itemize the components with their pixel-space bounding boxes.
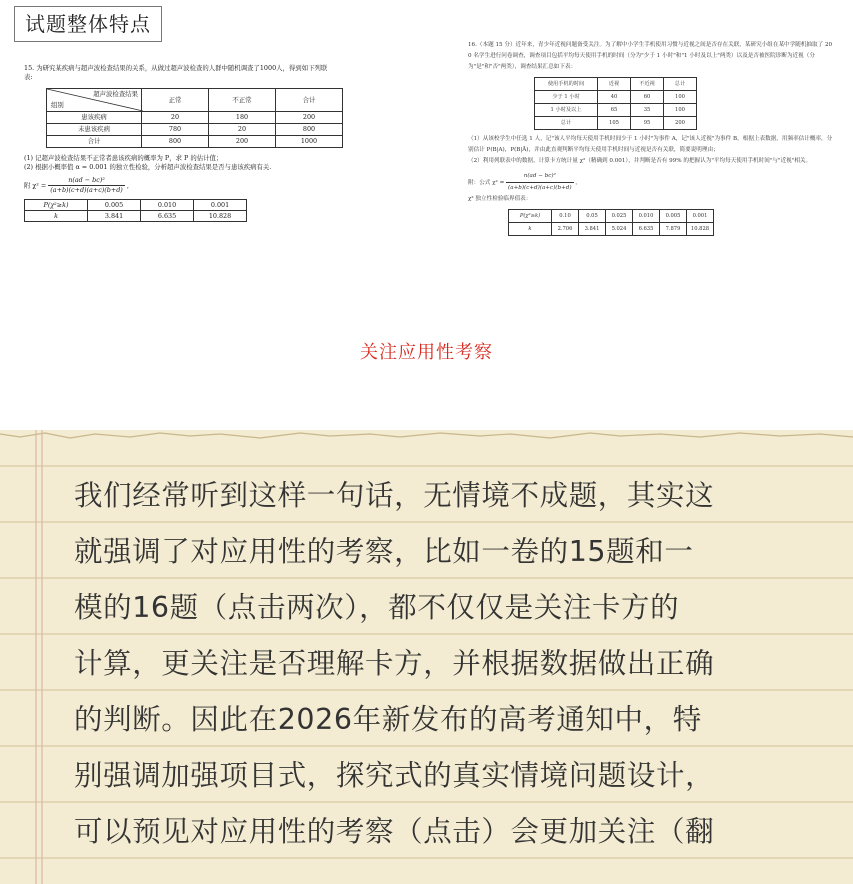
- p15-diag-bottom: 组别: [51, 101, 64, 109]
- p15-cell: 未患该疾病: [47, 124, 142, 136]
- note-text: [74, 468, 834, 860]
- formula-suffix: ,: [126, 181, 129, 190]
- p15-cell: 1000: [276, 136, 343, 148]
- p15-header-cell: 不正常: [209, 89, 276, 112]
- note-paper: [0, 430, 853, 884]
- table-row: [535, 91, 697, 104]
- p16-cell: 总计: [535, 117, 598, 130]
- p16-cell: 1 小时及以上: [535, 104, 598, 117]
- problem-16: [468, 40, 833, 236]
- note-line: 别强调加强项目式，探究式的真实情境问题设计，: [74, 759, 715, 792]
- p15-cell: 800: [276, 124, 343, 136]
- formula-denominator: (a+b)(c+d)(a+c)(b+d): [50, 186, 123, 194]
- crit-cell: 10.828: [194, 211, 247, 222]
- formula-numerator: n(ad − bc)²: [48, 176, 125, 186]
- crit-cell: P(χ²≥k): [25, 200, 88, 211]
- crit-cell: k: [509, 223, 552, 236]
- table-row: [509, 210, 714, 223]
- note-line: 模的16题（点击两次），都不仅仅是关注卡方的: [74, 591, 680, 624]
- p16-cell: 100: [664, 91, 697, 104]
- p16-cell: 35: [631, 104, 664, 117]
- note-line: 计算，更关注是否理解卡方，并根据数据做出正确: [74, 647, 715, 680]
- crit-cell: 0.005: [88, 200, 141, 211]
- crit-cell: P(χ²≥k): [509, 210, 552, 223]
- note-line: 可以预见对应用性的考察（点击）会更加关注（翻: [74, 815, 715, 848]
- table-row: [47, 124, 343, 136]
- p16-header-cell: 总计: [664, 78, 697, 91]
- crit-cell: 0.025: [606, 210, 633, 223]
- p16-formula: [468, 171, 833, 194]
- formula-suffix: ，: [575, 180, 581, 186]
- p16-cell: 200: [664, 117, 697, 130]
- slide-image: [0, 0, 853, 430]
- crit-cell: 0.001: [194, 200, 247, 211]
- crit-cell: 0.005: [660, 210, 687, 223]
- p16-cell: 105: [598, 117, 631, 130]
- p15-formula: [24, 176, 424, 195]
- p15-diag-top: 超声波检查结果: [93, 90, 138, 98]
- p15-cell: 200: [276, 112, 343, 124]
- crit-cell: 3.841: [579, 223, 606, 236]
- p15-cell: 200: [209, 136, 276, 148]
- p16-cell: 60: [631, 91, 664, 104]
- p16-header-cell: 使用手机的时间: [535, 78, 598, 91]
- table-row: [25, 211, 247, 222]
- p15-stem: 15. 为研究某疾病与超声波检查结果的关系，从做过超声波检查的人群中随机调查了1000人，得到如下列联: [24, 64, 328, 72]
- problem-15: [24, 64, 424, 222]
- note-line: 的判断。因此在2026年新发布的高考通知中，特: [74, 703, 702, 736]
- formula-fraction: [506, 171, 573, 194]
- p16-cell: 100: [664, 104, 697, 117]
- p16-contingency-table: [534, 77, 697, 130]
- table-row: [535, 104, 697, 117]
- p16-critical-title: χ² 独立性检验临界值表：: [468, 196, 532, 202]
- p15-cell: 患该疾病: [47, 112, 142, 124]
- crit-cell: 2.706: [552, 223, 579, 236]
- p16-header-cell: 不近视: [631, 78, 664, 91]
- crit-cell: 0.05: [579, 210, 606, 223]
- p15-diag-header-cell: [47, 89, 142, 112]
- p16-cell: 少于 1 小时: [535, 91, 598, 104]
- p16-question-2: （2）利用列联表中的数据，计算卡方统计量 χ²（精确到 0.001），并判断是否有 99% 的把握认为"平均每天使用手机时间"与"近视"相关。: [468, 158, 812, 164]
- note-line: 我们经常听到这样一句话，无情境不成题，其实这: [74, 479, 715, 512]
- crit-cell: 7.879: [660, 223, 687, 236]
- table-row: [509, 223, 714, 236]
- note-line: 就强调了对应用性的考察，比如一卷的15题和一: [74, 535, 694, 568]
- crit-cell: 0.010: [633, 210, 660, 223]
- formula-denominator: (a+b)(c+d)(a+c)(b+d): [508, 185, 572, 191]
- formula-numerator: n(ad − bc)²: [506, 171, 573, 183]
- crit-cell: 0.010: [141, 200, 194, 211]
- p15-critical-table: [24, 199, 247, 222]
- crit-cell: 10.828: [687, 223, 714, 236]
- p15-question-1: (1) 记超声波检查结果不正常者患该疾病的概率为 P，求 P 的估计值；: [24, 154, 223, 162]
- p16-stem: 16.（本题 15 分）近年来，青少年近视问题备受关注。为了解中小学生手机使用习惯与近视之间是否存在关联，某研究小组在某中学随机抽取了 200 名学生进行问卷调查，调查项目包括平均每天使用手机的时间（分为"少于 1 小时"和"1 小时及以上"两类）以及是否被医院诊断为近视（分为"是"和"否"两类），调查结果汇总如下表：: [468, 42, 833, 70]
- table-row: [47, 112, 343, 124]
- p15-cell: 20: [142, 112, 209, 124]
- table-row: [535, 117, 697, 130]
- p15-header-cell: 合计: [276, 89, 343, 112]
- p16-cell: 95: [631, 117, 664, 130]
- p16-cell: 65: [598, 104, 631, 117]
- crit-cell: 6.635: [633, 223, 660, 236]
- p15-cell: 180: [209, 112, 276, 124]
- table-row: [25, 200, 247, 211]
- formula-fraction: [48, 176, 125, 195]
- p15-stem-cont: 表:: [24, 73, 33, 81]
- slide-caption: 关注应用性考察: [360, 342, 493, 363]
- crit-cell: 0.10: [552, 210, 579, 223]
- p16-header-cell: 近视: [598, 78, 631, 91]
- crit-cell: 3.841: [88, 211, 141, 222]
- p15-contingency-table: [46, 88, 343, 148]
- crit-cell: k: [25, 211, 88, 222]
- p15-header-cell: 正常: [142, 89, 209, 112]
- p15-cell: 800: [142, 136, 209, 148]
- p16-question-1: （1）从该校学生中任选 1 人，记"该人平均每天使用手机时间少于 1 小时"为事件 A，记"该人近视"为事件 B，根据上表数据，用频率估计概率，分别估计 P(B|A)，P(B|Ā)，并由此直观判断平均每天使用手机时间与近视是否有关联，简要说明理由；: [468, 136, 833, 153]
- p15-question-2: (2) 根据小概率值 α = 0.001 的独立性检验，分析超声波检查结果是否与患该疾病有关.: [24, 163, 272, 171]
- table-row: [47, 136, 343, 148]
- formula-prefix: 附：公式 χ² =: [468, 180, 505, 186]
- crit-cell: 5.024: [606, 223, 633, 236]
- formula-prefix: 附 χ² =: [24, 181, 47, 190]
- p15-cell: 合计: [47, 136, 142, 148]
- crit-cell: 6.635: [141, 211, 194, 222]
- crit-cell: 0.001: [687, 210, 714, 223]
- p15-cell: 780: [142, 124, 209, 136]
- p16-critical-table: [508, 209, 714, 236]
- p15-cell: 20: [209, 124, 276, 136]
- p16-cell: 40: [598, 91, 631, 104]
- table-row: [535, 78, 697, 91]
- slide-title: 试题整体特点: [14, 6, 162, 42]
